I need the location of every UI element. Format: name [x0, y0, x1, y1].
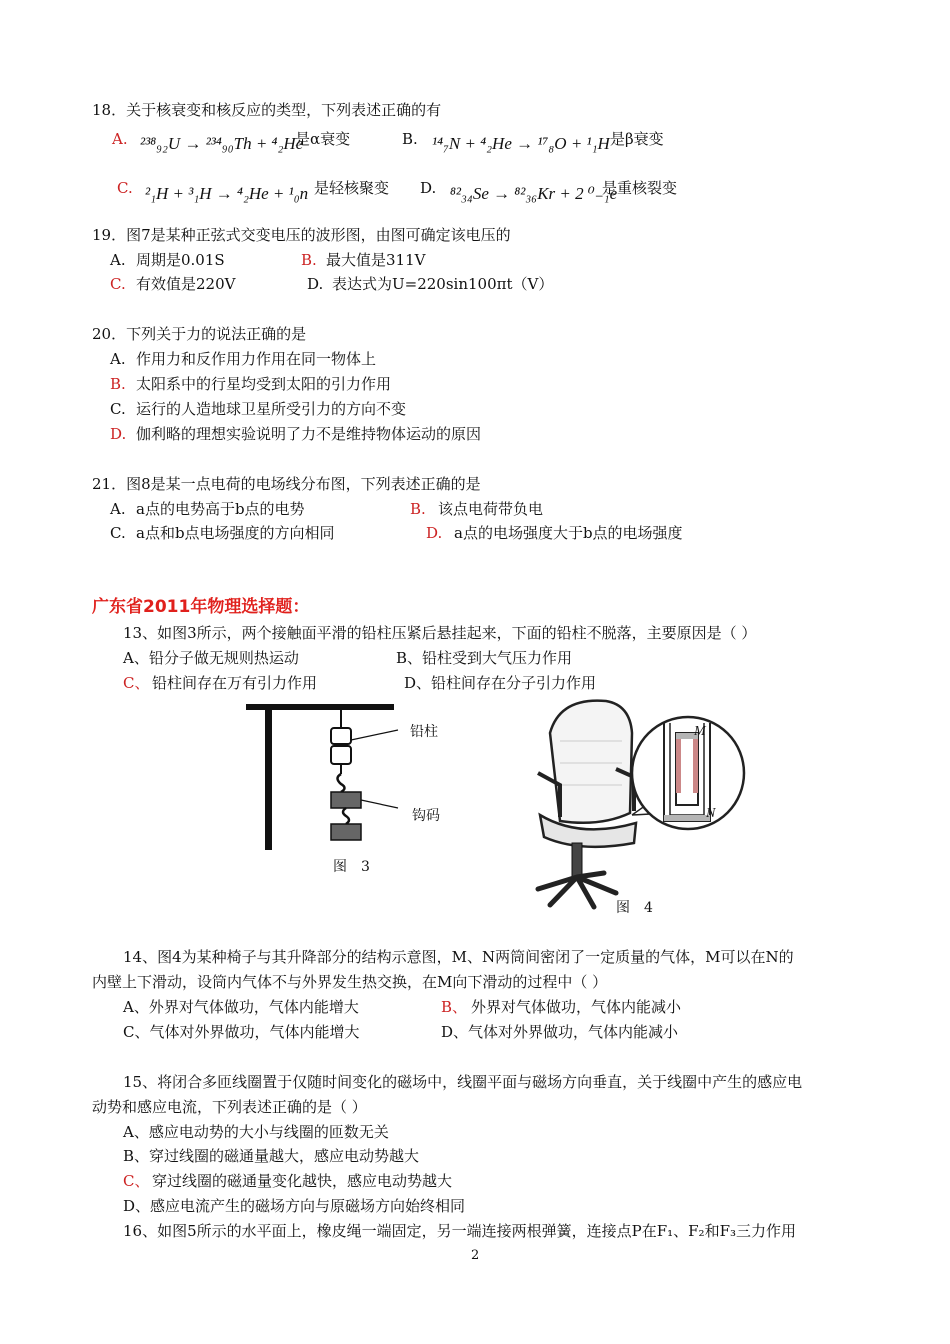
q13-stem: 13、如图3所示，两个接触面平滑的铅柱压紧后悬挂起来，下面的铅柱不脱落，主要原因是（ ）: [123, 624, 757, 642]
figure-4-chair-diagram: [520, 693, 750, 921]
q21-option-a-text: a点的电势高于b点的电势: [136, 500, 305, 518]
q15-stem-line1: 15、将闭合多匝线圈置于仅随时间变化的磁场中，线圈平面与磁场方向垂直，关于线圈中产生的感应电: [123, 1073, 803, 1091]
section-heading: 广东省2011年物理选择题：: [92, 597, 310, 617]
q18-option-a-desc: 是α衰变: [295, 130, 351, 148]
q14-stem-line2: 内壁上下滑动，设筒内气体不与外界发生热交换，在M向下滑动的过程中（ ）: [92, 973, 608, 991]
q15-option-a: A、感应电动势的大小与线圈的匝数无关: [123, 1123, 389, 1141]
q15-option-c-letter: C、: [123, 1172, 150, 1190]
q21-option-c-text: a点和b点电场强度的方向相同: [136, 524, 335, 542]
q15-option-d: D、感应电流产生的磁场方向与原磁场方向始终相同: [123, 1197, 466, 1215]
q21-option-b-text: 该点电荷带负电: [438, 500, 544, 518]
q21-option-b-letter: B.: [410, 500, 426, 518]
q18-option-b-desc: 是β衰变: [610, 130, 664, 148]
q20-stem: 20．下列关于力的说法正确的是: [92, 325, 307, 343]
q20-option-a-letter: A.: [110, 350, 126, 368]
q18-option-d-formula: ⁸²₃₄Se → ⁸²₃₆Kr + 2 ⁰₋₁e: [450, 184, 618, 203]
q15-option-c-text: 穿过线圈的磁通量变化越快，感应电动势越大: [152, 1172, 453, 1190]
q18-option-b-letter: B.: [402, 130, 418, 148]
q13-option-c-letter: C、: [123, 674, 150, 692]
q14-option-b-text: 外界对气体做功，气体内能减小: [471, 998, 682, 1016]
q20-option-d-letter: D.: [110, 425, 127, 443]
q20-option-b-letter: B.: [110, 375, 126, 393]
q18-option-b-formula: ¹⁴₇N + ⁴₂He → ¹⁷₈O + ¹₁H: [432, 134, 610, 153]
q14-stem-line1: 14、图4为某种椅子与其升降部分的结构示意图，M、N两筒间密闭了一定质量的气体，M可以在N的: [123, 948, 794, 966]
q14-option-a: A、外界对气体做功，气体内能增大: [123, 998, 359, 1016]
figure-4-caption: 图 4: [616, 900, 653, 916]
q21-stem: 21．图8是某一点电荷的电场线分布图，下列表述正确的是: [92, 475, 481, 493]
q20-option-b-text: 太阳系中的行星均受到太阳的引力作用: [136, 375, 392, 393]
q14-option-d: D、气体对外界做功，气体内能减小: [441, 1023, 679, 1041]
q15-option-b: B、穿过线圈的磁通量越大，感应电动势越大: [123, 1147, 420, 1165]
q18-option-c-formula: ²₁H + ³₁H → ⁴₂He + ¹₀n: [145, 184, 309, 203]
page-number: 2: [471, 1248, 480, 1263]
q19-option-b-letter: B.: [301, 251, 317, 269]
q14-option-b-letter: B、: [441, 998, 468, 1016]
q19-option-d-letter: D.: [307, 275, 324, 293]
q19-option-d-text: 表达式为U=220sin100πt（V）: [332, 275, 554, 293]
q19-option-a-text: 周期是0.01S: [136, 251, 225, 269]
q18-option-a-letter: A.: [112, 130, 128, 148]
q21-option-c-letter: C.: [110, 524, 126, 542]
q21-option-a-letter: A.: [110, 500, 126, 518]
q21-option-d-text: a点的电场强度大于b点的电场强度: [454, 524, 683, 542]
figure-3-label-weight: 钩码: [412, 808, 440, 824]
q19-option-a-letter: A.: [110, 251, 126, 269]
q18-option-d-desc: 是重核裂变: [602, 179, 678, 197]
q13-option-a: A、铅分子做无规则热运动: [123, 649, 299, 667]
q19-stem: 19．图7是某种正弦式交变电压的波形图，由图可确定该电压的: [92, 226, 511, 244]
q20-option-a-text: 作用力和反作用力作用在同一物体上: [136, 350, 377, 368]
q20-option-c-letter: C.: [110, 400, 126, 418]
figure-4-label-m: M: [694, 724, 706, 739]
q16-stem: 16、如图5所示的水平面上，橡皮绳一端固定，另一端连接两根弹簧，连接点P在F₁、F₂和F₃三力作用: [123, 1222, 796, 1240]
q15-stem-line2: 动势和感应电流，下列表述正确的是（ ）: [92, 1098, 367, 1116]
q13-option-b: B、铅柱受到大气压力作用: [396, 649, 573, 667]
q13-option-d: D、铅柱间存在分子引力作用: [404, 674, 597, 692]
q18-option-a-formula: ²³⁸₉₂U → ²³⁴₉₀Th + ⁴₂He: [140, 134, 304, 153]
q18-option-c-desc: 是轻核聚变: [314, 179, 390, 197]
figure-4-label-n: N: [706, 806, 716, 821]
q14-option-c: C、气体对外界做功，气体内能增大: [123, 1023, 360, 1041]
q20-option-c-text: 运行的人造地球卫星所受引力的方向不变: [136, 400, 407, 418]
q13-option-c-text: 铅柱间存在万有引力作用: [152, 674, 318, 692]
q18-stem: 18．关于核衰变和核反应的类型，下列表述正确的有: [92, 101, 442, 119]
q20-option-d-text: 伽利略的理想实验说明了力不是维持物体运动的原因: [136, 425, 482, 443]
q21-option-d-letter: D.: [426, 524, 443, 542]
q18-option-c-letter: C.: [117, 179, 133, 197]
q18-option-d-letter: D.: [420, 179, 437, 197]
figure-3-caption: 图 3: [333, 859, 370, 875]
q19-option-c-text: 有效值是220V: [136, 275, 236, 293]
figure-3-label-lead: 铅柱: [410, 724, 438, 740]
q19-option-b-text: 最大值是311V: [326, 251, 426, 269]
q19-option-c-letter: C.: [110, 275, 126, 293]
